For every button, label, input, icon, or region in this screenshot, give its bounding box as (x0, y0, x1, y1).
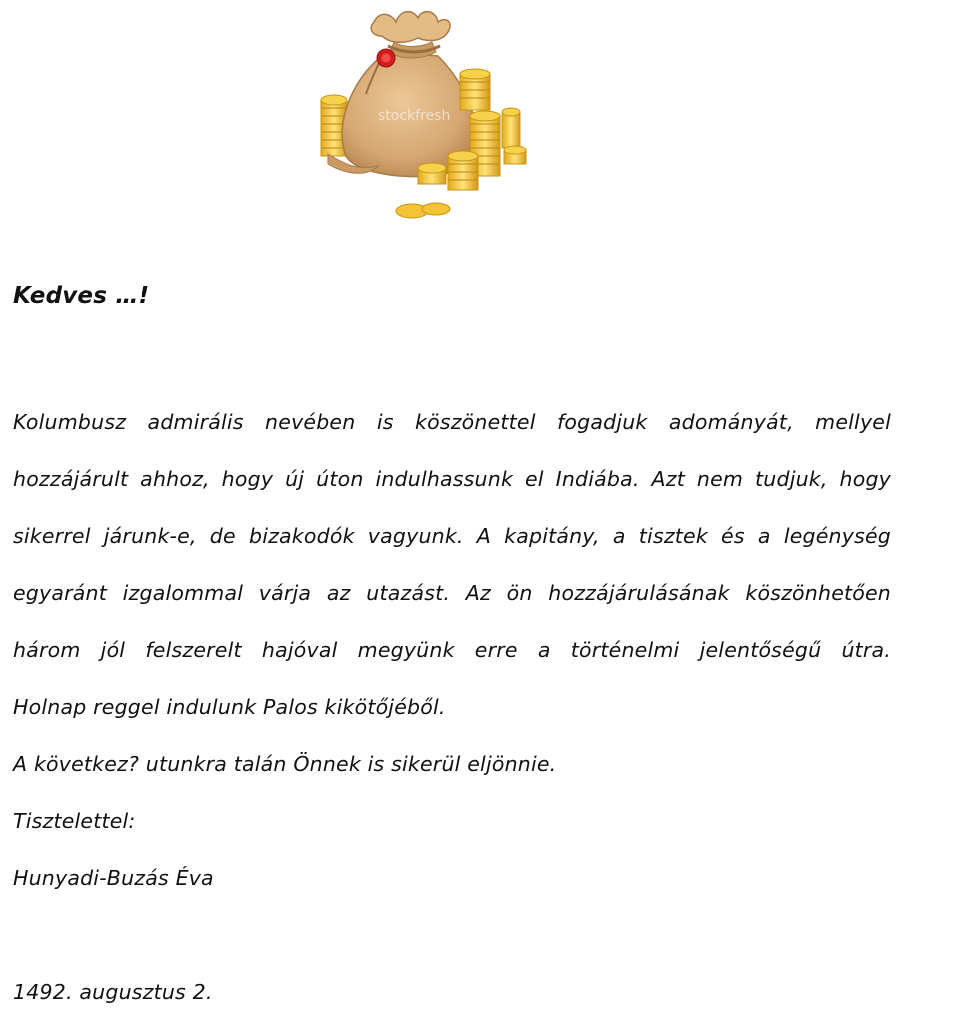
letter-body-line: hozzájárult ahhoz, hogy új úton indulhassunk el Indiába. Azt nem tudjuk, hogy (13, 467, 891, 491)
letter-body-line: Holnap reggel indulunk Palos kikötőjéből. (13, 695, 446, 719)
letter-greeting: Kedves …! (13, 283, 150, 309)
letter-body-line: három jól felszerelt hajóval megyünk erre a történelmi jelentőségű útra. (13, 638, 891, 662)
letter-body-line: egyaránt izgalommal várja az utazást. Az ön hozzájárulásának köszönhetően (13, 581, 891, 605)
money-bag-with-coins-icon (318, 8, 534, 224)
letter-date: 1492. augusztus 2. (13, 980, 213, 1004)
money-bag-illustration (318, 8, 534, 224)
letter-body-line: A következ? utunkra talán Önnek is sikerül eljönnie. (13, 752, 557, 776)
watermark-text: stockfresh (378, 108, 451, 124)
letter-body-line: sikerrel járunk-e, de bizakodók vagyunk. A kapitány, a tisztek és a legénység (13, 524, 891, 548)
letter-signature: Hunyadi-Buzás Éva (13, 866, 214, 890)
letter-body-line: Kolumbusz admirális nevében is köszönettel fogadjuk adományát, mellyel (13, 410, 891, 434)
letter-closing: Tisztelettel: (13, 809, 136, 833)
